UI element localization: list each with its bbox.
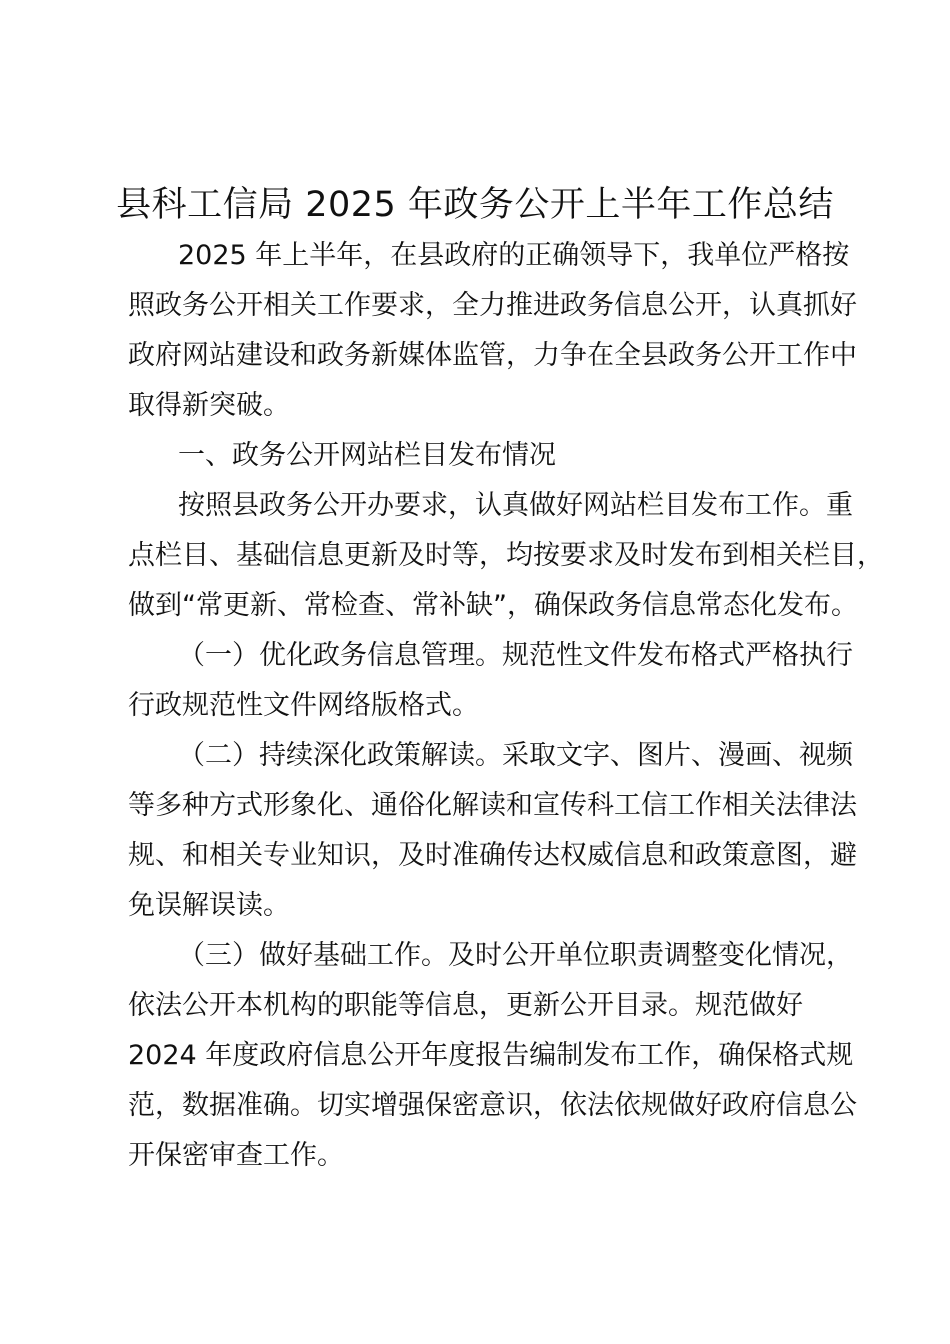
paragraph-line: 2025 年上半年，在县政府的正确领导下，我单位严格按 bbox=[178, 240, 850, 271]
paragraph-line: （一）优化政务信息管理。规范性文件发布格式严格执行 bbox=[178, 640, 853, 671]
paragraph-line: 照政务公开相关工作要求，全力推进政务信息公开，认真抓好 bbox=[128, 290, 857, 321]
paragraph-line: 点栏目、基础信息更新及时等，均按要求及时发布到相关栏目， bbox=[128, 540, 884, 571]
paragraph-line: 取得新突破。 bbox=[128, 390, 290, 421]
paragraph-line: 等多种方式形象化、通俗化解读和宣传科工信工作相关法律法 bbox=[128, 790, 857, 821]
paragraph-line: 政府网站建设和政务新媒体监管，力争在全县政务公开工作中 bbox=[128, 340, 857, 371]
section-heading: 一、政务公开网站栏目发布情况 bbox=[178, 440, 556, 471]
paragraph-line: 做到“常更新、常检查、常补缺”，确保政务信息常态化发布。 bbox=[128, 590, 858, 621]
paragraph-line: 2024 年度政府信息公开年度报告编制发布工作，确保格式规 bbox=[128, 1040, 854, 1071]
paragraph-line: 按照县政务公开办要求，认真做好网站栏目发布工作。重 bbox=[178, 490, 853, 521]
paragraph-line: （二）持续深化政策解读。采取文字、图片、漫画、视频 bbox=[178, 740, 853, 771]
document-title: 县科工信局 2025 年政务公开上半年工作总结 bbox=[116, 185, 834, 225]
paragraph-line: 规、和相关专业知识，及时准确传达权威信息和政策意图，避 bbox=[128, 840, 857, 871]
paragraph-line: 开保密审查工作。 bbox=[128, 1140, 344, 1171]
paragraph-line: 范，数据准确。切实增强保密意识，依法依规做好政府信息公 bbox=[128, 1090, 857, 1121]
paragraph-line: 行政规范性文件网络版格式。 bbox=[128, 690, 479, 721]
paragraph-line: （三）做好基础工作。及时公开单位职责调整变化情况， bbox=[178, 940, 853, 971]
paragraph-line: 依法公开本机构的职能等信息，更新公开目录。规范做好 bbox=[128, 990, 803, 1021]
paragraph-line: 免误解误读。 bbox=[128, 890, 290, 921]
